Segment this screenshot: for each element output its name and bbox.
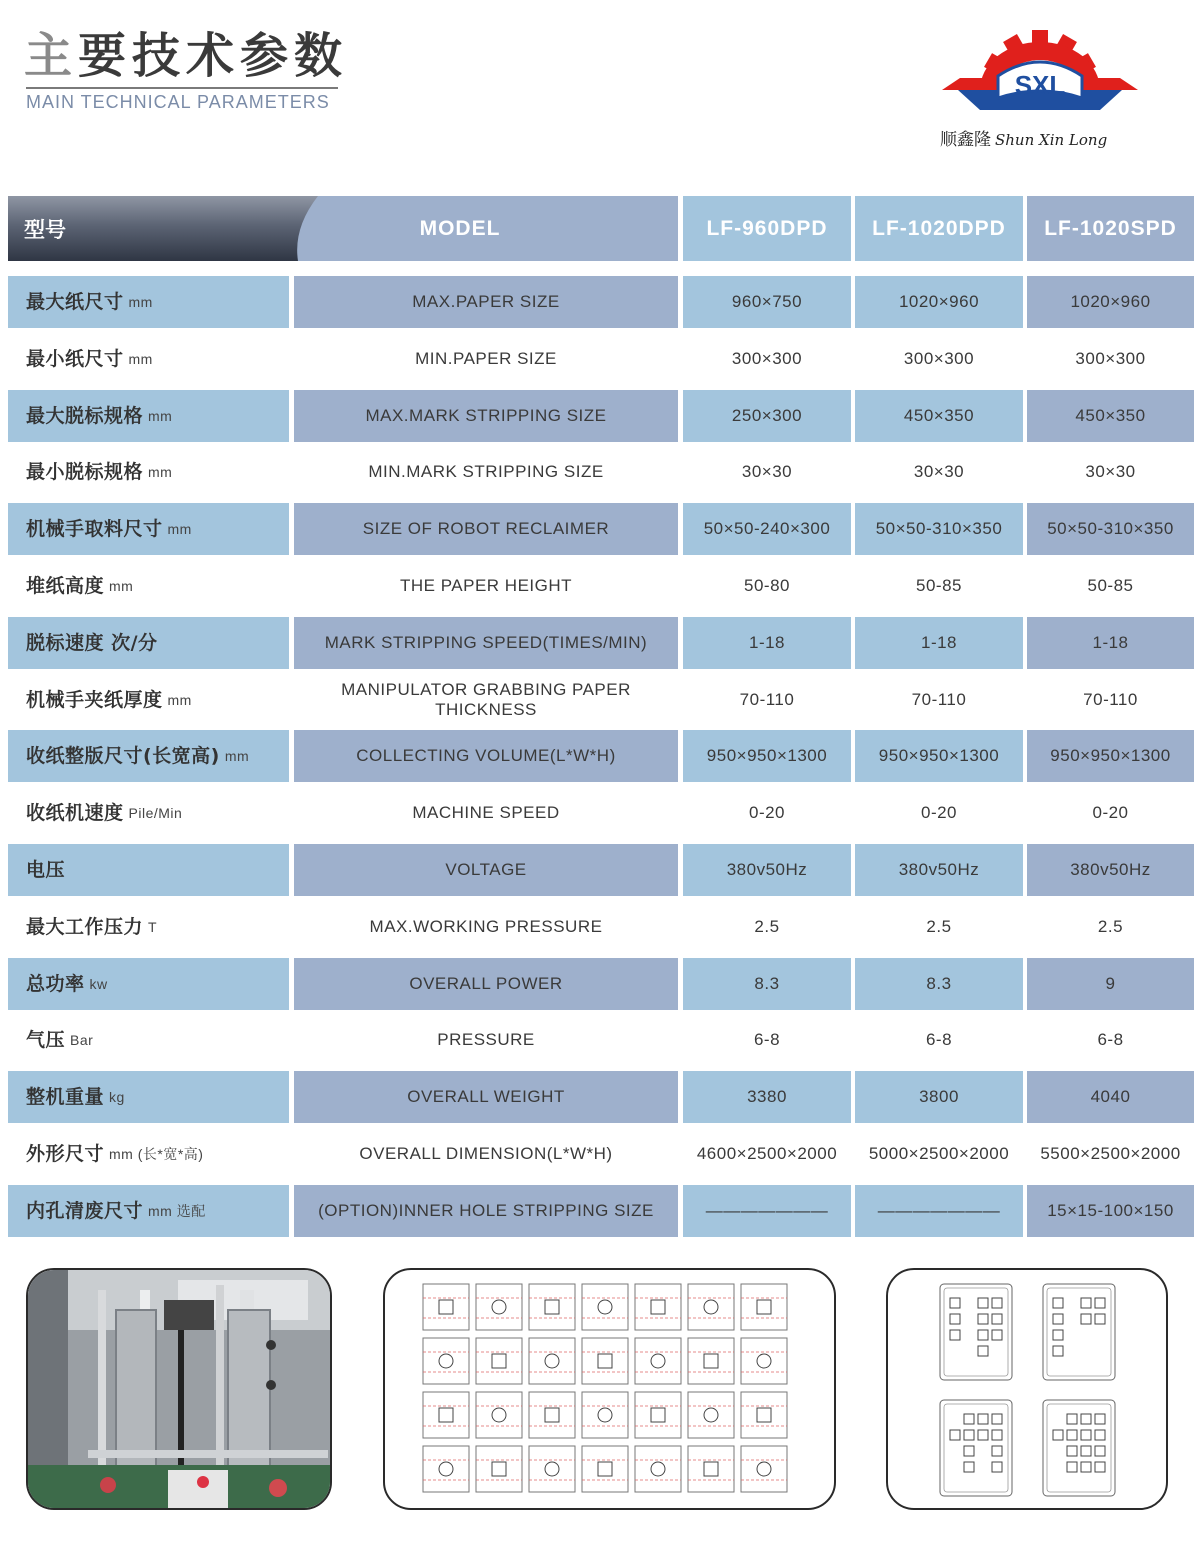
spec-label-en: OVERALL DIMENSION(L*W*H) <box>359 1144 613 1163</box>
spec-label-cn-text: 收纸整版尺寸(长宽高) <box>26 745 220 767</box>
spec-label-cn <box>8 844 289 896</box>
spec-unit: mm <box>224 748 250 764</box>
spec-label-en: MIN.PAPER SIZE <box>415 349 557 368</box>
spec-value-model-1: 70-110 <box>739 690 795 709</box>
spec-label-en: SIZE OF ROBOT RECLAIMER <box>294 503 678 555</box>
spec-value-model-1: 2.5 <box>754 917 780 936</box>
spec-label-cn <box>8 787 289 839</box>
spec-value-model-2: 450×350 <box>855 390 1023 442</box>
spec-label-cn <box>8 730 289 782</box>
spec-value-model-2: 1-18 <box>855 617 1023 669</box>
spec-value-model-2: 30×30 <box>913 462 965 481</box>
spec-label-cn-text: 内孔清废尺寸 <box>26 1200 144 1222</box>
spec-value-model-3: 1-18 <box>1027 617 1194 669</box>
spec-label-cn-text: 整机重量 <box>26 1086 105 1108</box>
spec-label-cn <box>8 333 289 385</box>
spec-label-en: MARK STRIPPING SPEED(TIMES/MIN) <box>294 617 678 669</box>
machine-photo <box>26 1268 332 1510</box>
spec-value-model-3: 6-8 <box>1097 1030 1124 1049</box>
spec-unit: kw <box>89 976 108 992</box>
spec-label-cn-text: 外形尺寸 <box>26 1143 105 1165</box>
spec-unit: kg <box>109 1089 125 1105</box>
spec-value-model-3: 450×350 <box>1027 390 1194 442</box>
spec-unit: mm <box>167 692 192 708</box>
logo-name-cn: 顺鑫隆 <box>940 130 991 150</box>
spec-label-cn <box>8 446 289 498</box>
spec-label-cn-text: 机械手取料尺寸 <box>26 518 163 540</box>
spec-label-cn <box>8 390 289 442</box>
header-model-3: LF-1020SPD <box>1027 196 1194 261</box>
spec-label-cn-text: 机械手夹纸厚度 <box>26 689 163 711</box>
spec-value-model-3: 30×30 <box>1085 462 1136 481</box>
spec-value-model-1: 30×30 <box>741 462 793 481</box>
spec-value-model-3: 50×50-310×350 <box>1027 503 1194 555</box>
machine-photo-illustration <box>28 1270 330 1508</box>
spec-label-en: THE PAPER HEIGHT <box>399 576 573 595</box>
spec-label-en: COLLECTING VOLUME(L*W*H) <box>294 730 678 782</box>
spec-label-cn <box>8 617 289 669</box>
spec-value-model-1: 380v50Hz <box>683 844 851 896</box>
spec-unit: mm <box>128 351 153 367</box>
spec-label-en: PRESSURE <box>437 1030 535 1049</box>
spec-value-model-1: 0-20 <box>748 803 786 822</box>
spec-unit: mm <box>148 464 173 480</box>
spec-label-en: OVERALL WEIGHT <box>294 1071 678 1123</box>
logo-name-script: Shun Xin Long <box>995 131 1108 149</box>
spec-value-model-3: 300×300 <box>1075 349 1146 368</box>
title-first-char: 主 <box>24 28 79 84</box>
spec-value-model-2: 950×950×1300 <box>855 730 1023 782</box>
spec-label-en: VOLTAGE <box>294 844 678 896</box>
spec-value-model-2: 8.3 <box>855 958 1023 1010</box>
spec-unit: mm <box>109 578 134 594</box>
spec-value-model-3: 15×15-100×150 <box>1027 1185 1194 1237</box>
spec-unit: mm <box>167 521 192 537</box>
spec-label-en: MAX.WORKING PRESSURE <box>369 917 603 936</box>
spec-label-cn <box>8 1071 289 1123</box>
spec-label-cn-text: 最小纸尺寸 <box>26 348 124 370</box>
spec-value-model-1: 960×750 <box>683 276 851 328</box>
spec-label-cn <box>8 276 289 328</box>
spec-value-model-1: 4600×2500×2000 <box>696 1144 838 1163</box>
spec-label-cn-text: 气压 <box>26 1029 66 1051</box>
spec-value-model-2: 3800 <box>855 1071 1023 1123</box>
spec-label-cn <box>8 560 289 612</box>
spec-value-model-1: 1-18 <box>683 617 851 669</box>
spec-label-cn-text: 最大纸尺寸 <box>26 291 124 313</box>
title-rest: 要技术参数 <box>78 28 349 84</box>
spec-label-cn-text: 电压 <box>26 859 66 881</box>
spec-label-en: (OPTION)INNER HOLE STRIPPING SIZE <box>294 1185 678 1237</box>
logo-name <box>940 125 1107 150</box>
spec-unit: mm (长*宽*高) <box>109 1146 204 1162</box>
spec-label-cn-text: 最大工作压力 <box>26 916 144 938</box>
spec-value-model-1: 50-80 <box>744 576 790 595</box>
spec-value-model-3: 50-85 <box>1087 576 1134 595</box>
spec-label-cn <box>8 1185 289 1237</box>
spec-value-model-3: 5500×2500×2000 <box>1040 1144 1181 1163</box>
spec-label-en: MANIPULATOR GRABBING PAPER THICKNESS <box>341 680 631 719</box>
spec-value-model-2: 70-110 <box>911 690 967 709</box>
spec-value-model-3: 0-20 <box>1092 803 1129 822</box>
spec-label-en: MACHINE SPEED <box>412 803 560 822</box>
spec-label-cn-text: 最大脱标规格 <box>26 405 144 427</box>
spec-value-model-2: 5000×2500×2000 <box>868 1144 1010 1163</box>
stripping-layout-diagram <box>886 1268 1168 1510</box>
spec-value-model-2: 1020×960 <box>855 276 1023 328</box>
spec-value-model-2: 380v50Hz <box>855 844 1023 896</box>
spec-value-model-3: 9 <box>1027 958 1194 1010</box>
spec-label-cn-text: 脱标速度 次/分 <box>26 632 158 654</box>
spec-value-model-2: ——————— <box>855 1185 1023 1237</box>
spec-value-model-1: 50×50-240×300 <box>683 503 851 555</box>
spec-label-cn <box>8 674 289 726</box>
header-label-en: MODEL <box>419 216 501 240</box>
spec-value-model-3: 380v50Hz <box>1027 844 1194 896</box>
spec-label-cn-text: 总功率 <box>26 973 85 995</box>
header-label-cn: 型号 <box>24 217 66 242</box>
header-model-2: LF-1020DPD <box>855 196 1023 261</box>
sheet-layout-illustration <box>385 1270 834 1508</box>
spec-label-en: MAX.MARK STRIPPING SIZE <box>294 390 678 442</box>
spec-unit: T <box>148 919 158 935</box>
page-title-en: MAIN TECHNICAL PARAMETERS <box>26 92 330 112</box>
spec-label-en: MIN.MARK STRIPPING SIZE <box>368 462 604 481</box>
spec-value-model-2: 50×50-310×350 <box>855 503 1023 555</box>
spec-value-model-2: 6-8 <box>925 1030 953 1049</box>
spec-unit: mm <box>148 408 173 424</box>
spec-unit: Pile/Min <box>128 805 183 821</box>
page-title-cn <box>24 28 348 84</box>
spec-label-cn-text: 最小脱标规格 <box>26 461 144 483</box>
spec-value-model-1: 8.3 <box>683 958 851 1010</box>
spec-unit: mm <box>128 294 153 310</box>
spec-label-cn <box>8 503 289 555</box>
spec-label-cn-text: 收纸机速度 <box>26 802 124 824</box>
spec-value-model-1: 6-8 <box>753 1030 781 1049</box>
spec-label-cn <box>8 958 289 1010</box>
spec-label-cn-text: 堆纸高度 <box>26 575 105 597</box>
die-cut-sheet-diagram <box>383 1268 836 1510</box>
header-model-1: LF-960DPD <box>683 196 851 261</box>
spec-label-cn <box>8 901 289 953</box>
spec-value-model-2: 2.5 <box>926 917 952 936</box>
spec-value-model-1: ——————— <box>683 1185 851 1237</box>
spec-value-model-2: 50-85 <box>916 576 962 595</box>
spec-value-model-3: 950×950×1300 <box>1027 730 1194 782</box>
spec-value-model-2: 300×300 <box>903 349 975 368</box>
spec-label-cn <box>8 1014 289 1066</box>
spec-value-model-1: 950×950×1300 <box>683 730 851 782</box>
spec-value-model-2: 0-20 <box>920 803 958 822</box>
spec-unit: mm 选配 <box>148 1203 206 1219</box>
spec-value-model-3: 2.5 <box>1097 917 1124 936</box>
stripping-patterns-illustration <box>888 1270 1166 1508</box>
spec-label-en: OVERALL POWER <box>294 958 678 1010</box>
spec-value-model-1: 300×300 <box>731 349 803 368</box>
spec-label-cn <box>8 1128 289 1180</box>
spec-unit: Bar <box>70 1032 94 1048</box>
spec-label-en: MAX.PAPER SIZE <box>294 276 678 328</box>
spec-value-model-3: 70-110 <box>1083 690 1138 709</box>
spec-value-model-1: 250×300 <box>683 390 851 442</box>
spec-value-model-3: 1020×960 <box>1027 276 1194 328</box>
spec-value-model-1: 3380 <box>683 1071 851 1123</box>
title-underline <box>26 87 338 89</box>
logo-text: SXL <box>1014 70 1066 100</box>
spec-value-model-3: 4040 <box>1027 1071 1194 1123</box>
